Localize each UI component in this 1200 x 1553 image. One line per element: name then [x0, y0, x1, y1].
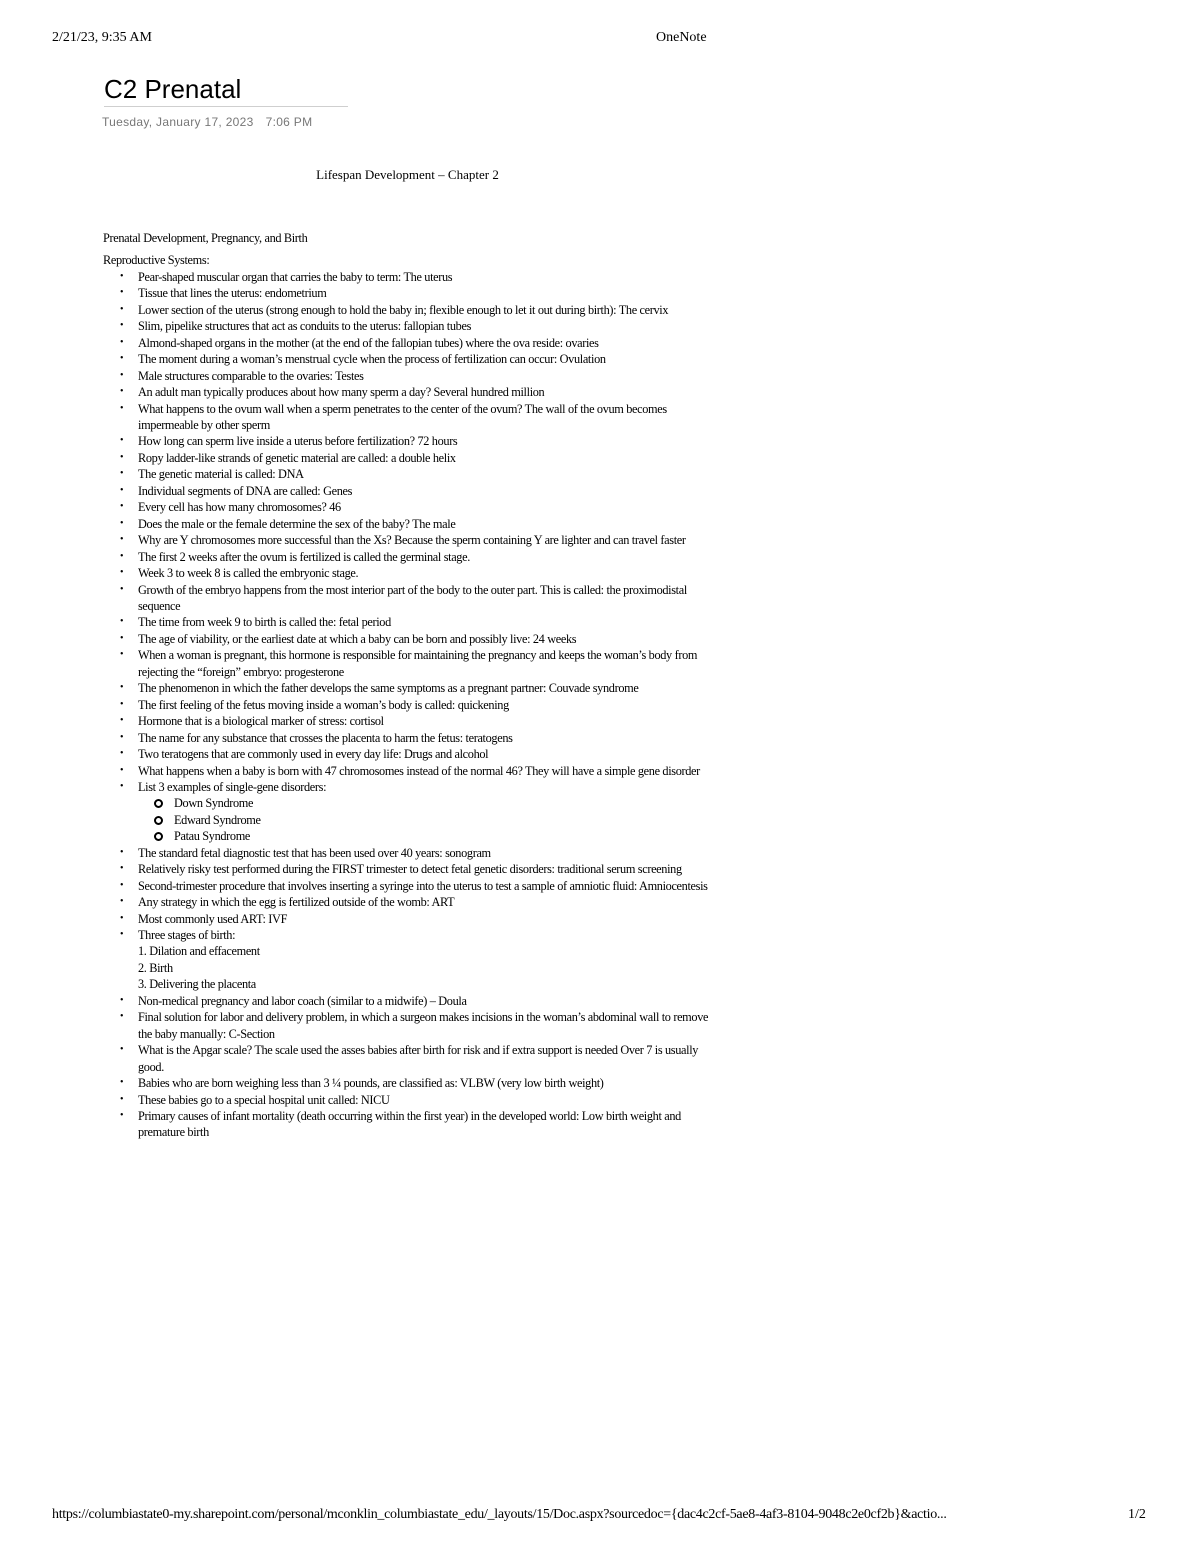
list-item: • Final solution for labor and delivery problem, in which a surgeon makes incisions in the woman’s abdominal wall to remove the baby manually: C-Section — [138, 1009, 723, 1042]
list-item: • An adult man typically produces about how many sperm a day? Several hundred million — [138, 384, 723, 400]
list-item-birth-stages — [138, 927, 723, 993]
print-footer-url: https://columbiastate0-my.sharepoint.com/personal/mconklin_columbiastate_edu/_layouts/15/Doc.aspx?sourcedoc={dac4c2cf-5ae8-4af3-8104-9048c2e0cf2b}&actio... — [52, 1507, 947, 1522]
page-title: C2 Prenatal — [104, 73, 348, 107]
list-item: • Relatively risky test performed during the FIRST trimester to detect fetal genetic disorders: traditional serum screening — [138, 861, 723, 877]
list-item: • When a woman is pregnant, this hormone is responsible for maintaining the pregnancy and keeps the woman’s body from rejecting the “foreign” embryo: progesterone — [138, 647, 723, 680]
sublist-item: Down Syndrome — [174, 795, 723, 811]
list-item: • What happens when a baby is born with 47 chromosomes instead of the normal 46? They will have a simple gene disorder — [138, 763, 723, 779]
list-item: • Primary causes of infant mortality (death occurring within the first year) in the developed world: Low birth weight and premature birth — [138, 1108, 723, 1141]
list-item: • Two teratogens that are commonly used in every day life: Drugs and alcohol — [138, 746, 723, 762]
list-item: • Almond-shaped organs in the mother (at the end of the fallopian tubes) where the ova reside: ovaries — [138, 335, 723, 351]
birth-stage: 2. Birth — [138, 960, 173, 975]
list-item: • The first 2 weeks after the ovum is fertilized is called the germinal stage. — [138, 549, 723, 565]
disorders-sublist — [138, 795, 723, 844]
document-heading: Lifespan Development – Chapter 2 — [316, 167, 499, 182]
list-item: • These babies go to a special hospital unit called: NICU — [138, 1092, 723, 1108]
list-item: • How long can sperm live inside a uterus before fertilization? 72 hours — [138, 433, 723, 449]
list-item: • Pear-shaped muscular organ that carries the baby to term: The uterus — [138, 269, 723, 285]
list-item: • Why are Y chromosomes more successful than the Xs? Because the sperm containing Y are lighter and can travel faster — [138, 532, 723, 548]
list-item: • Growth of the embryo happens from the most interior part of the body to the outer part. This is called: the proximodistal sequence — [138, 582, 723, 615]
list-item: • Male structures comparable to the ovaries: Testes — [138, 368, 723, 384]
list-item: • Most commonly used ART: IVF — [138, 911, 723, 927]
list-item: • The genetic material is called: DNA — [138, 466, 723, 482]
list-item: • The standard fetal diagnostic test that has been used over 40 years: sonogram — [138, 845, 723, 861]
list-item: • Every cell has how many chromosomes? 46 — [138, 499, 723, 515]
print-header-datetime: 2/21/23, 9:35 AM — [52, 30, 152, 45]
list-item: • The phenomenon in which the father develops the same symptoms as a pregnant partner: Couvade syndrome — [138, 680, 723, 696]
list-item: • The moment during a woman’s menstrual cycle when the process of fertilization can occur: Ovulation — [138, 351, 723, 367]
list-item: • Non-medical pregnancy and labor coach (similar to a midwife) – Doula — [138, 993, 723, 1009]
list-item: • Lower section of the uterus (strong enough to hold the baby in; flexible enough to let it out during birth): The cervix — [138, 302, 723, 318]
list-item: • The age of viability, or the earliest date at which a baby can be born and possibly live: 24 weeks — [138, 631, 723, 647]
notes-list — [103, 269, 723, 1141]
list-item: • The time from week 9 to birth is called the: fetal period — [138, 614, 723, 630]
list-item-disorders — [138, 779, 723, 845]
birth-stage: 3. Delivering the placenta — [138, 977, 256, 992]
list-item: • Ropy ladder-like strands of genetic material are called: a double helix — [138, 450, 723, 466]
list-item: • Babies who are born weighing less than 3 ¼ pounds, are classified as: VLBW (very low birth weight) — [138, 1075, 723, 1091]
list-item: • Any strategy in which the egg is fertilized outside of the womb: ART — [138, 894, 723, 910]
page-date: Tuesday, January 17, 2023 — [102, 115, 254, 129]
list-item: • Does the male or the female determine the sex of the baby? The male — [138, 516, 723, 532]
page-date-line — [102, 115, 312, 129]
list-item: • Slim, pipelike structures that act as conduits to the uterus: fallopian tubes — [138, 318, 723, 334]
print-footer-page-indicator: 1/2 — [1128, 1507, 1146, 1522]
list-item: • The first feeling of the fetus moving inside a woman’s body is called: quickening — [138, 697, 723, 713]
document-subtitle: Prenatal Development, Pregnancy, and Birth — [103, 231, 308, 245]
sublist-item: Edward Syndrome — [174, 812, 723, 828]
list-item: • What is the Apgar scale? The scale used the asses babies after birth for risk and if extra support is needed Over 7 is usually good. — [138, 1042, 723, 1075]
list-item: • Second-trimester procedure that involves inserting a syringe into the uterus to test a sample of amniotic fluid: Amniocentesis — [138, 878, 723, 894]
birth-stage: 1. Dilation and effacement — [138, 944, 260, 959]
notes-content — [103, 230, 723, 1141]
list-item: • Tissue that lines the uterus: endometrium — [138, 285, 723, 301]
section-title: Reproductive Systems: — [103, 253, 210, 268]
list-item-label: List 3 examples of single-gene disorders: — [138, 779, 327, 794]
list-item: • What happens to the ovum wall when a sperm penetrates to the center of the ovum? The wall of the ovum becomes impermeable by other sperm — [138, 401, 723, 434]
list-item: • The name for any substance that crosses the placenta to harm the fetus: teratogens — [138, 730, 723, 746]
page-time: 7:06 PM — [265, 115, 313, 129]
list-item: • Individual segments of DNA are called: Genes — [138, 483, 723, 499]
list-item-label: • Three stages of birth: — [138, 928, 236, 943]
print-header-app-name: OneNote — [656, 30, 707, 45]
list-item: • Hormone that is a biological marker of stress: cortisol — [138, 713, 723, 729]
sublist-item: Patau Syndrome — [174, 828, 723, 844]
list-item: • Week 3 to week 8 is called the embryonic stage. — [138, 565, 723, 581]
